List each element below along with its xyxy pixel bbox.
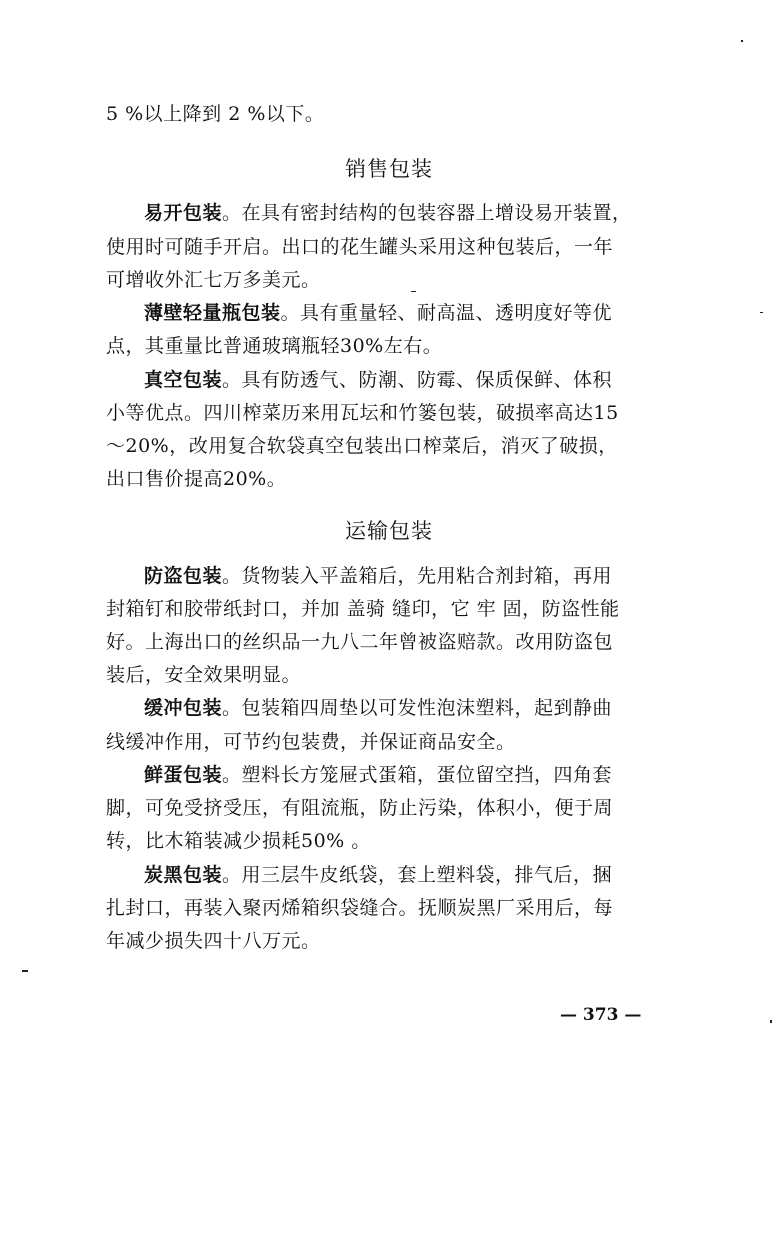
text-line: 装后，安全效果明显。 [106, 664, 302, 686]
section-heading-transport-packaging: 运输包装 [345, 519, 433, 543]
paragraph-start: 鲜蛋包装。塑料长方笼屉式蛋箱，蛋位留空挡，四角套 [144, 764, 613, 786]
term: 真空包装 [144, 369, 223, 391]
paragraph-start: 防盗包装。货物装入平盖箱后，先用粘合剂封箱，再用 [144, 565, 613, 587]
paragraph-start: 炭黑包装。用三层牛皮纸袋，套上塑料袋，排气后，捆 [144, 864, 613, 886]
text-line: 出口售价提高20%。 [106, 468, 287, 490]
term: 鲜蛋包装 [144, 764, 223, 786]
text-line: 转，比木箱装减少损耗50% 。 [106, 830, 371, 852]
text-line: 扎封口，再装入聚丙烯箱织袋缝合。抚顺炭黑厂采用后，每 [106, 897, 614, 919]
scan-speck [760, 312, 763, 313]
text-line: 好。上海出口的丝织品一九八二年曾被盗赔款。改用防盗包 [106, 631, 614, 653]
text-line: 5 %以上降到 2 %以下。 [106, 103, 325, 125]
text-line: 封箱钉和胶带纸封口，并加 盖骑 缝印，它 牢 固，防盗性能 [106, 598, 620, 620]
text-line: 可增收外汇七万多美元。 [106, 269, 321, 291]
paragraph-start: 缓冲包装。包装箱四周垫以可发性泡沫塑料，起到静曲 [144, 697, 613, 719]
paragraph-start: 真空包装。具有防透气、防潮、防霉、保质保鲜、体积 [144, 369, 613, 391]
text-line: 线缓冲作用，可节约包装费，并保证商品安全。 [106, 731, 516, 753]
text-line: 年减少损失四十八万元。 [106, 930, 321, 952]
term: 薄壁轻量瓶包装 [144, 302, 281, 324]
scan-speck [770, 1020, 772, 1023]
scan-speck [411, 291, 416, 292]
text-line: 点，其重量比普通玻璃瓶轻30%左右。 [106, 335, 443, 357]
term: 防盗包装 [144, 565, 223, 587]
term: 缓冲包装 [144, 697, 223, 719]
scan-speck [22, 970, 28, 972]
paragraph-start: 易开包装。在具有密封结构的包装容器上增设易开装置， [144, 202, 632, 224]
term: 易开包装 [144, 202, 223, 224]
text-line: ～20%，改用复合软袋真空包装出口榨菜后，消灭了破损， [106, 435, 618, 457]
text-line: 使用时可随手开启。出口的花生罐头采用这种包装后，一年 [106, 236, 614, 258]
section-heading-sales-packaging: 销售包装 [345, 157, 433, 181]
scan-speck [741, 40, 743, 42]
paragraph-start: 薄壁轻量瓶包装。具有重量轻、耐高温、透明度好等优 [144, 302, 613, 324]
text-line: 脚，可免受挤受压，有阻流瓶，防止污染，体积小，便于周 [106, 797, 614, 819]
text-line: 小等优点。四川榨菜历来用瓦坛和竹篓包装，破损率高达15 [106, 402, 619, 424]
term: 炭黑包装 [144, 864, 223, 886]
page-number: — 373 — [560, 1005, 642, 1025]
